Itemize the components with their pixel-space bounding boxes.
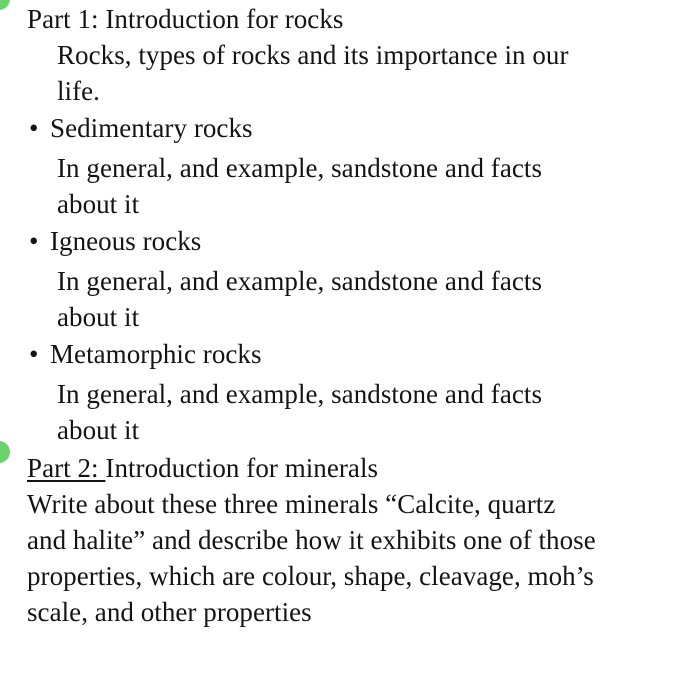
item-title-igneous: Igneous rocks [50, 226, 202, 256]
bullet-igneous: • [29, 226, 39, 256]
part2-heading-label: Part 2: [27, 453, 106, 483]
item-desc-metamorphic-line2: about it [57, 415, 140, 445]
item-title-metamorphic: Metamorphic rocks [50, 339, 262, 369]
green-marker-dot-top [0, 0, 10, 10]
part1-intro-line1: Rocks, types of rocks and its importance in our [57, 40, 569, 70]
bullet-sedimentary: • [29, 113, 39, 143]
green-marker-dot-middle [0, 441, 10, 463]
part2-body-line2: and halite” and describe how it exhibits one of those [27, 525, 596, 555]
bullet-metamorphic: • [29, 339, 39, 369]
item-title-sedimentary: Sedimentary rocks [50, 113, 253, 143]
item-desc-igneous-line1: In general, and example, sandstone and facts [57, 266, 543, 296]
part2-heading [27, 450, 378, 486]
part2-body-line1: Write about these three minerals “Calcite, quartz [27, 489, 556, 519]
part2-body-line3: properties, which are colour, shape, cleavage, moh’s [27, 561, 594, 591]
part1-heading: Part 1: Introduction for rocks [27, 4, 344, 34]
part1-intro-line2: life. [57, 76, 100, 106]
item-desc-sedimentary-line1: In general, and example, sandstone and facts [57, 153, 543, 183]
part2-heading-title: Introduction for minerals [105, 453, 379, 483]
item-desc-igneous-line2: about it [57, 302, 140, 332]
item-desc-metamorphic-line1: In general, and example, sandstone and facts [57, 379, 543, 409]
part2-body-line4: scale, and other properties [27, 597, 312, 627]
item-desc-sedimentary-line2: about it [57, 189, 140, 219]
